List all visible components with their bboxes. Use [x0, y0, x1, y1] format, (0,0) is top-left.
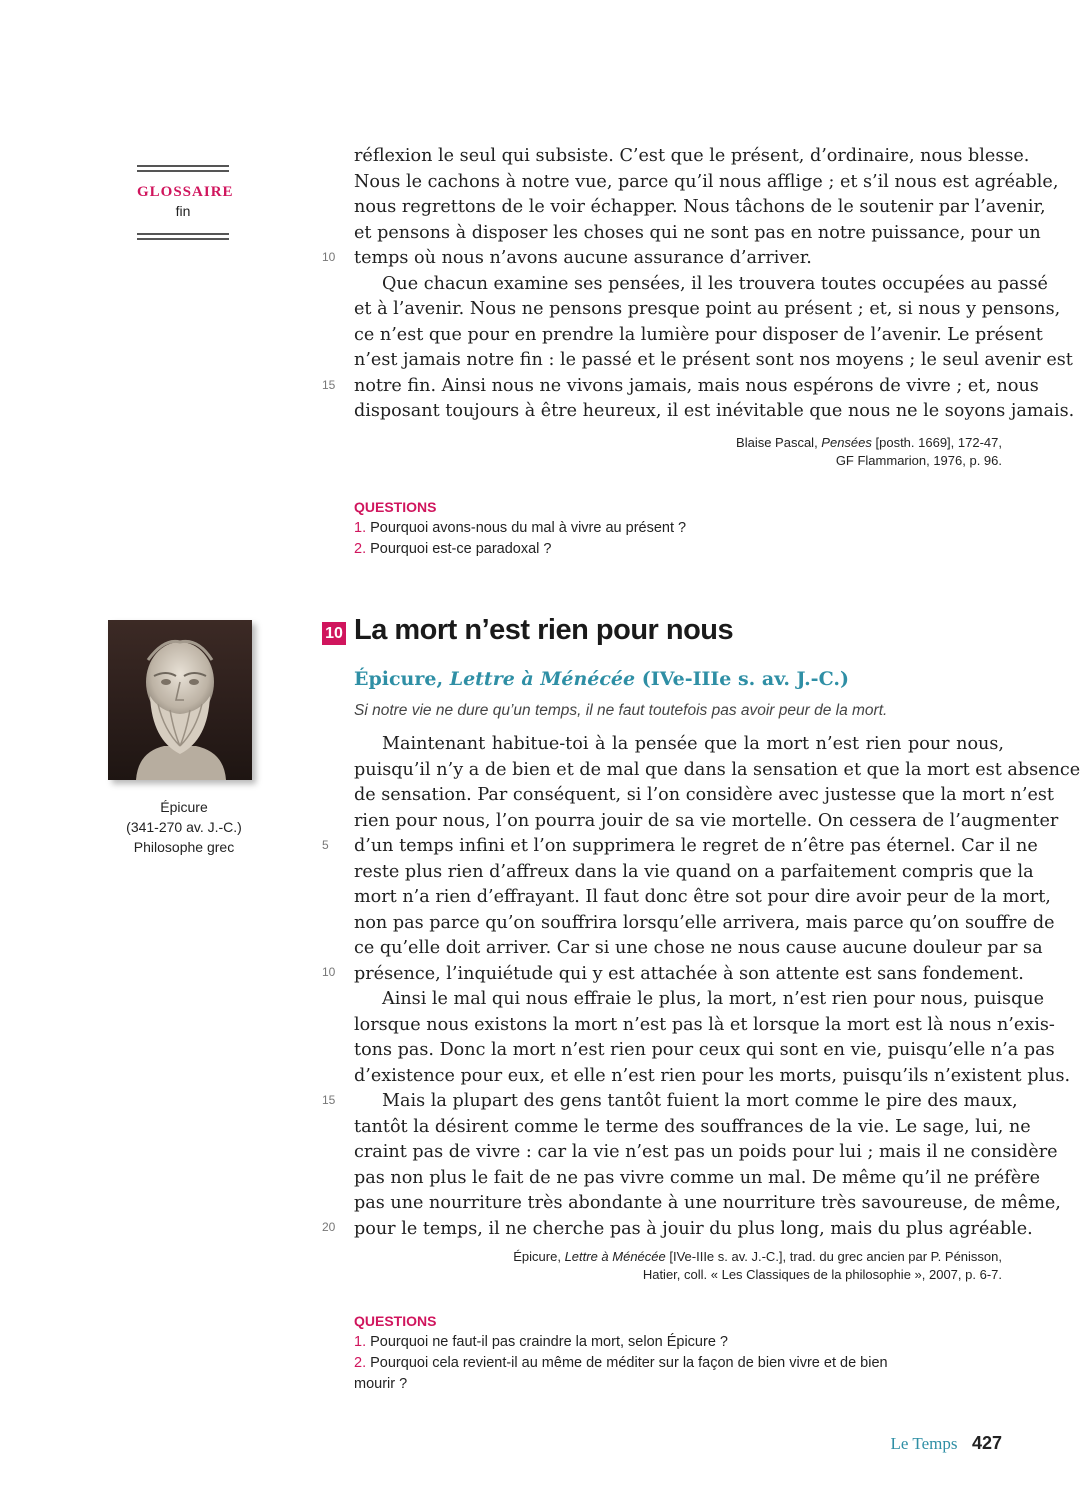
question-item	[354, 539, 974, 560]
question-number: 2.	[354, 1355, 367, 1371]
line-number: 15	[322, 378, 336, 392]
question-number: 1.	[354, 520, 367, 536]
text-line: lorsque nous existons la mort n’est pas là et lorsque la mort est là nous n’exis-	[354, 1014, 1055, 1035]
text-line: reste plus rien d’affreux dans la vie quand on a parfaitement compris que la	[354, 861, 1034, 882]
text-line: réflexion le seul qui subsiste. C’est que le présent, d’ordinaire, nous blesse.	[354, 146, 1030, 166]
text-line: tantôt la désirent comme le terme des souffrances de la vie. Le sage, lui, ne	[354, 1116, 1031, 1137]
questions-block	[354, 1311, 974, 1395]
question-text: Pourquoi cela revient-il au même de méditer sur la façon de bien vivre et de bien mourir ?	[354, 1355, 888, 1392]
text-line: ce n’est que pour en prendre la lumière pour disposer de l’avenir. Le présent	[354, 324, 1043, 345]
text-line: Ainsi le mal qui nous effraie le plus, la mort, n’est rien pour nous, puisque	[382, 989, 1045, 1009]
text-line: et à l’avenir. Nous ne pensons presque point au présent ; et, si nous y pensons,	[354, 299, 1061, 319]
author-name: Épicure,	[354, 668, 450, 690]
epicurus-text	[354, 732, 1080, 1242]
question-text: Pourquoi ne faut-il pas craindre la mort, selon Épicure ?	[370, 1334, 728, 1350]
text-line: Mais la plupart des gens tantôt fuient la mort comme le pire des maux,	[382, 1091, 1018, 1111]
question-number: 2.	[354, 541, 367, 557]
chapter-name: Le Temps	[890, 1434, 958, 1453]
divider	[137, 233, 229, 240]
text-line: pas non plus le fait de ne pas vivre comme un mal. De même qu’il ne préfère	[354, 1167, 1041, 1188]
question-item	[354, 1332, 974, 1353]
question-item	[354, 518, 974, 539]
section-number-badge: 10	[322, 622, 346, 645]
text-line: craint pas de vivre : car la vie n’est pas un poids pour lui ; mais il ne considère	[354, 1142, 1058, 1162]
text-line: Que chacun examine ses pensées, il les trouvera toutes occupées au passé	[382, 273, 1048, 294]
pascal-text	[354, 144, 1075, 425]
glossary-box	[137, 165, 234, 240]
text-line: d’un temps infini et l’on supprimera le regret de n’être pas éternel. Car il ne	[354, 836, 1038, 856]
text-line: Maintenant habitue-toi à la pensée que la mort n’est rien pour nous,	[382, 734, 1004, 754]
caption-name: Épicure	[160, 799, 208, 815]
text-line: rien pour nous, l’on pourra jouir de sa vie mortelle. On cessera de l’augmenter	[354, 810, 1059, 831]
glossary-title: GLOSSAIRE	[137, 184, 234, 200]
text-line: disposant toujours à être heureux, il est inévitable que nous ne le soyons jamais.	[354, 401, 1075, 421]
text-line: notre fin. Ainsi nous ne vivons jamais, mais nous espérons de vivre ; et, nous	[354, 375, 1039, 396]
questions-block	[354, 497, 974, 560]
text-line: tons pas. Donc la mort n’est rien pour ceux qui sont en vie, puisqu’elle n’a pas	[354, 1040, 1055, 1060]
section-author	[354, 668, 849, 690]
line-number: 5	[322, 838, 329, 852]
text-line: pour le temps, il ne cherche pas à jouir du plus long, mais du plus agréable.	[354, 1218, 1033, 1239]
glossary-word[interactable]: fin	[175, 203, 191, 219]
text-line: n’est jamais notre fin : le passé et le présent sont nos moyens ; le seul avenir est	[354, 350, 1073, 370]
source-publisher: Hatier, coll. « Les Classiques de la philosophie », 2007, p. 6-7.	[642, 1267, 1002, 1282]
section-title: La mort n’est rien pour nous	[354, 614, 734, 646]
source-title: Pensées	[821, 435, 872, 450]
source-publisher: GF Flammarion, 1976, p. 96.	[835, 453, 1002, 468]
questions-title: QUESTIONS	[354, 1313, 437, 1329]
bust-image	[108, 620, 252, 780]
caption-dates: (341-270 av. J.-C.)	[126, 819, 242, 835]
divider	[137, 165, 229, 172]
source-detail: [posth. 1669], 172-47,	[871, 435, 1002, 450]
text-line: pas une nourriture très abondante à une nourriture très savoureuse, de même,	[354, 1193, 1061, 1213]
question-text: Pourquoi avons-nous du mal à vivre au présent ?	[370, 520, 687, 536]
text-line: présence, l’inquiétude qui y est attachée à son attente est sans fondement.	[354, 963, 1024, 984]
text-line: nous regrettons de le voir échapper. Nous tâchons de le soutenir par l’avenir,	[354, 197, 1046, 217]
page-number: 427	[971, 1433, 1002, 1453]
text-line: non pas parce qu’on souffrira lorsqu’elle arrivera, mais parce qu’on souffre de	[354, 912, 1055, 933]
text-line: d’existence pour eux, et elle n’est rien pour les morts, puisqu’ils n’existent plus.	[354, 1065, 1071, 1086]
text-line: de sensation. Par conséquent, si l’on considère avec justesse que la mort n’est	[354, 785, 1054, 805]
work-title: Lettre à Ménécée	[449, 668, 636, 690]
line-number: 20	[322, 1220, 336, 1234]
epicurus-portrait	[108, 620, 252, 780]
page-footer	[891, 1433, 1002, 1454]
text-line: temps où nous n’avons aucune assurance d’arriver.	[354, 248, 812, 268]
source-citation	[513, 1248, 1002, 1284]
line-number: 10	[322, 965, 336, 979]
line-number: 15	[322, 1093, 336, 1107]
source-author: Blaise Pascal,	[736, 435, 822, 450]
text-line: et pensons à disposer les choses qui ne sont pas en notre puissance, pour un	[354, 222, 1041, 243]
source-title: Lettre à Ménécée	[564, 1249, 666, 1264]
question-number: 1.	[354, 1334, 367, 1350]
text-line: mort n’a rien d’effrayant. Il faut donc être sot pour dire avoir peur de la mort,	[354, 887, 1051, 907]
portrait-caption	[108, 797, 260, 857]
line-number: 10	[322, 250, 336, 264]
question-text: Pourquoi est-ce paradoxal ?	[370, 541, 552, 557]
section-intro: Si notre vie ne dure qu’un temps, il ne faut toutefois pas avoir peur de la mort.	[354, 702, 888, 719]
source-citation	[736, 434, 1002, 470]
work-dates: (IVe-IIIe s. av. J.-C.)	[635, 668, 849, 690]
questions-title: QUESTIONS	[354, 499, 437, 515]
source-detail: [IVe-IIIe s. av. J.-C.], trad. du grec ancien par P. Pénisson,	[665, 1249, 1002, 1264]
text-line: Nous le cachons à notre vue, parce qu’il nous afflige ; et s’il nous est agréable,	[354, 171, 1059, 192]
source-author: Épicure,	[513, 1249, 565, 1264]
question-item	[354, 1353, 924, 1395]
text-line: ce qu’elle doit arriver. Car si une chose ne nous cause aucune douleur par sa	[354, 938, 1043, 958]
caption-role: Philosophe grec	[133, 839, 235, 855]
text-line: puisqu’il n’y a de bien et de mal que dans la sensation et que la mort est absence	[354, 759, 1080, 780]
